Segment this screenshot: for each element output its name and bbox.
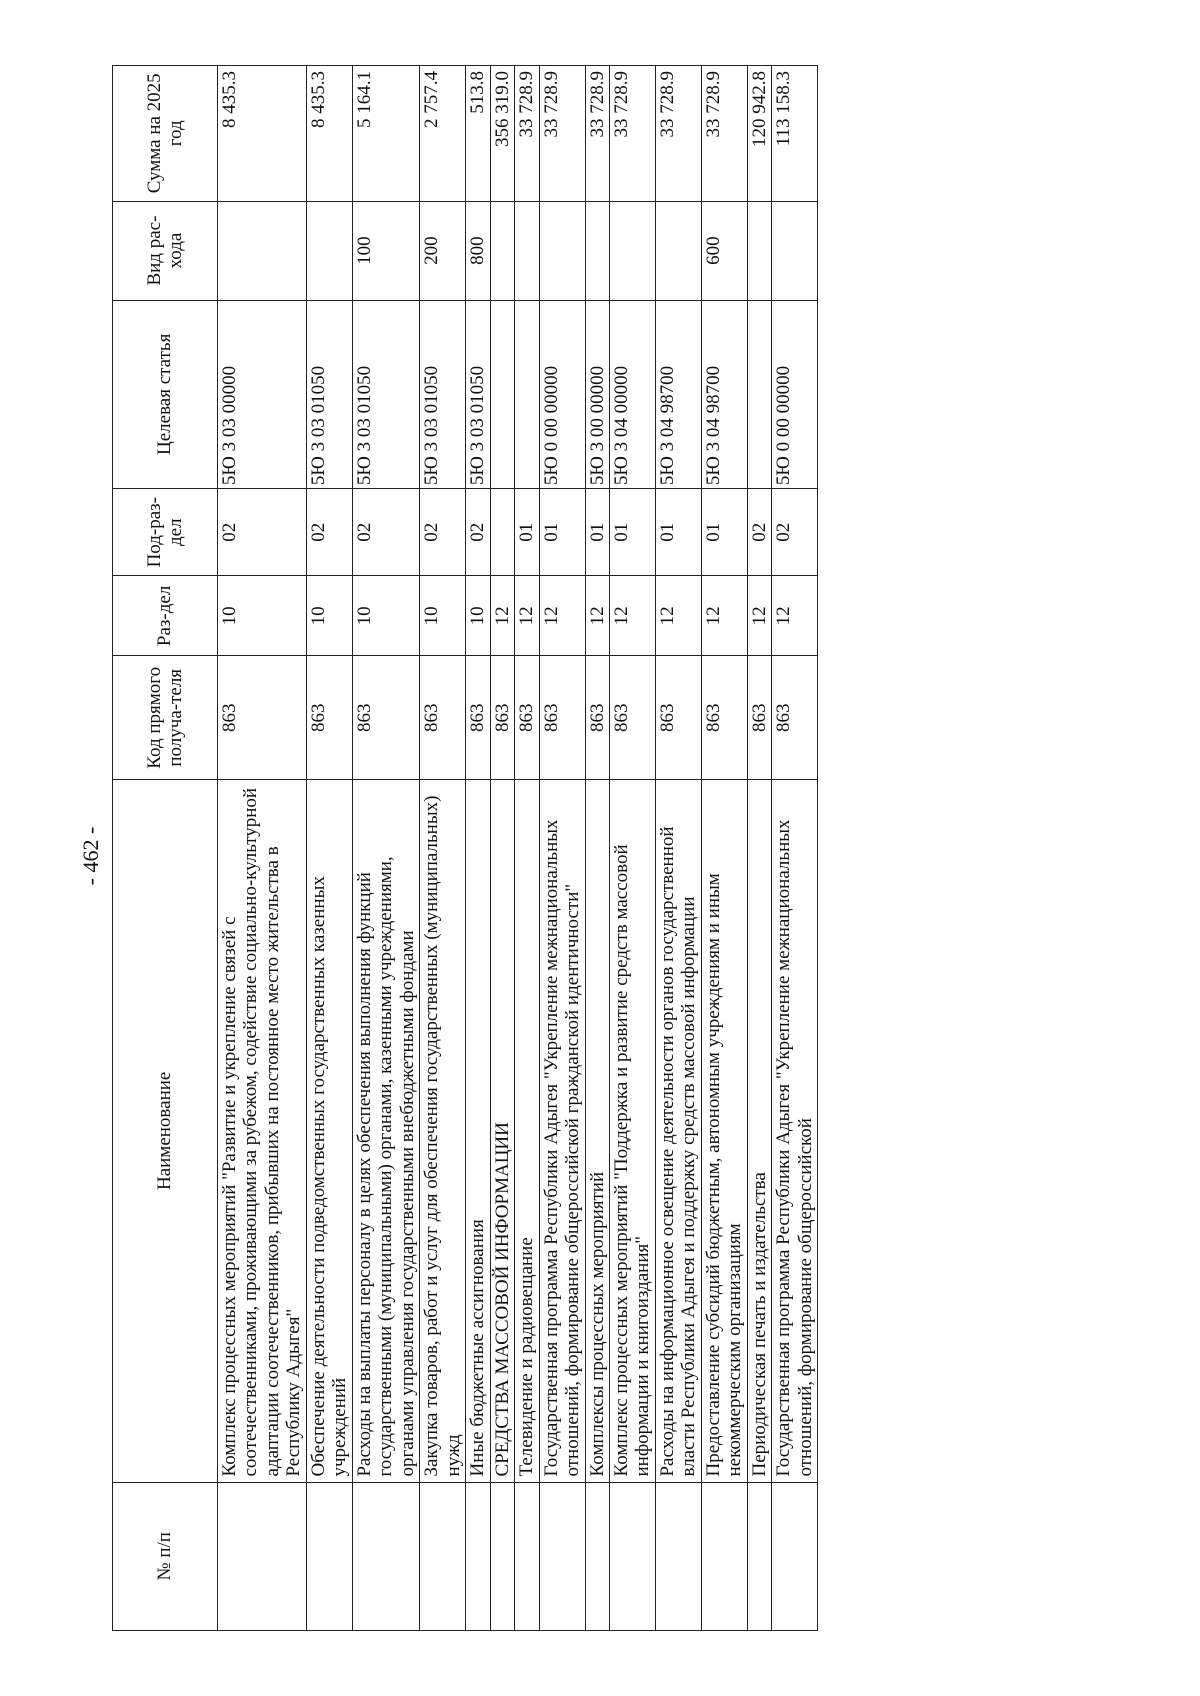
cell-vid	[585, 201, 609, 300]
cell-vid	[515, 201, 539, 300]
cell-section: 10	[352, 576, 419, 656]
cell-subsection: 02	[772, 489, 818, 576]
cell-subsection: 02	[218, 489, 307, 576]
cell-code: 863	[466, 656, 490, 780]
cell-num	[655, 1482, 701, 1630]
cell-vid: 600	[701, 201, 747, 300]
cell-amount: 33 728.9	[609, 66, 655, 202]
header-amount: Сумма на 2025 год	[113, 66, 218, 202]
cell-amount: 120 942.8	[747, 66, 771, 202]
table-row	[539, 66, 585, 1631]
cell-target: 5Ю 3 03 01050	[352, 300, 419, 489]
cell-name: Телевидение и радиовещание	[515, 780, 539, 1482]
cell-amount: 33 728.9	[585, 66, 609, 202]
cell-num	[747, 1482, 771, 1630]
cell-target: 5Ю 3 04 00000	[609, 300, 655, 489]
cell-subsection: 01	[515, 489, 539, 576]
cell-num	[585, 1482, 609, 1630]
cell-amount: 8 435.3	[218, 66, 307, 202]
cell-target: 5Ю 3 00 00000	[585, 300, 609, 489]
budget-table	[112, 65, 818, 1631]
cell-section: 12	[585, 576, 609, 656]
cell-name: Предоставление субсидий бюджетным, автономным учреждениям и иным некоммерческим организациям	[701, 780, 747, 1482]
cell-amount: 33 728.9	[515, 66, 539, 202]
cell-num	[772, 1482, 818, 1630]
cell-section: 12	[772, 576, 818, 656]
cell-amount: 8 435.3	[306, 66, 352, 202]
cell-code: 863	[655, 656, 701, 780]
cell-section: 12	[747, 576, 771, 656]
cell-num	[466, 1482, 490, 1630]
cell-code: 863	[585, 656, 609, 780]
cell-subsection: 02	[747, 489, 771, 576]
cell-subsection: 02	[466, 489, 490, 576]
cell-subsection: 01	[609, 489, 655, 576]
cell-code: 863	[772, 656, 818, 780]
cell-target	[490, 300, 514, 489]
cell-code: 863	[490, 656, 514, 780]
cell-target: 5Ю 0 00 00000	[772, 300, 818, 489]
cell-name: Комплекс процессных мероприятий "Развитие и укрепление связей с соотечественниками, проживающими за рубежом, содействие социально-культурной адаптации соотечественников, прибывших на постоянное место жительства в Республику Адыгея"	[218, 780, 307, 1482]
table-header-row	[113, 66, 218, 1631]
header-target-article: Целевая статья	[113, 300, 218, 489]
cell-name: СРЕДСТВА МАССОВОЙ ИНФОРМАЦИИ	[490, 780, 514, 1482]
cell-subsection: 01	[701, 489, 747, 576]
cell-name: Иные бюджетные ассигнования	[466, 780, 490, 1482]
cell-vid: 200	[420, 201, 466, 300]
table-row	[515, 66, 539, 1631]
cell-code: 863	[609, 656, 655, 780]
cell-num	[420, 1482, 466, 1630]
header-subsection: Под-раз-дел	[113, 489, 218, 576]
cell-subsection: 02	[352, 489, 419, 576]
cell-amount: 33 728.9	[701, 66, 747, 202]
cell-name: Периодическая печать и издательства	[747, 780, 771, 1482]
cell-subsection: 02	[306, 489, 352, 576]
table-row	[585, 66, 609, 1631]
cell-amount: 33 728.9	[655, 66, 701, 202]
cell-vid	[655, 201, 701, 300]
table-row	[609, 66, 655, 1631]
table-row	[490, 66, 514, 1631]
header-expense-type: Вид рас-хода	[113, 201, 218, 300]
cell-section: 10	[420, 576, 466, 656]
table-row	[772, 66, 818, 1631]
cell-num	[539, 1482, 585, 1630]
cell-vid	[747, 201, 771, 300]
cell-name: Комплекс процессных мероприятий "Поддержка и развитие средств массовой информации и книгоиздания"	[609, 780, 655, 1482]
page-number: - 462 -	[78, 826, 103, 886]
cell-section: 12	[701, 576, 747, 656]
cell-section: 12	[539, 576, 585, 656]
cell-code: 863	[352, 656, 419, 780]
cell-code: 863	[701, 656, 747, 780]
cell-amount: 113 158.3	[772, 66, 818, 202]
cell-vid	[490, 201, 514, 300]
cell-section: 12	[609, 576, 655, 656]
table-row	[352, 66, 419, 1631]
cell-num	[515, 1482, 539, 1630]
cell-subsection	[490, 489, 514, 576]
cell-code: 863	[747, 656, 771, 780]
cell-target: 5Ю 3 04 98700	[701, 300, 747, 489]
table-row	[747, 66, 771, 1631]
cell-num	[306, 1482, 352, 1630]
cell-target	[747, 300, 771, 489]
cell-target	[515, 300, 539, 489]
cell-subsection: 01	[585, 489, 609, 576]
cell-subsection: 01	[655, 489, 701, 576]
header-section: Раз-дел	[113, 576, 218, 656]
cell-name: Расходы на выплаты персоналу в целях обеспечения выполнения функций государственными (муниципальными) органами, казенными учреждениями, органами управления государственными внебюджетными фондами	[352, 780, 419, 1482]
cell-vid: 100	[352, 201, 419, 300]
cell-target: 5Ю 3 03 01050	[466, 300, 490, 489]
cell-code: 863	[539, 656, 585, 780]
cell-code: 863	[420, 656, 466, 780]
cell-name: Обеспечение деятельности подведомственных государственных казенных учреждений	[306, 780, 352, 1482]
cell-vid: 800	[466, 201, 490, 300]
cell-vid	[772, 201, 818, 300]
cell-amount: 5 164.1	[352, 66, 419, 202]
cell-name: Государственная программа Республики Адыгея "Укрепление межнациональных отношений, формирование общероссийской гражданской идентичности"	[539, 780, 585, 1482]
cell-amount: 513.8	[466, 66, 490, 202]
cell-target: 5Ю 0 00 00000	[539, 300, 585, 489]
cell-code: 863	[515, 656, 539, 780]
cell-num	[490, 1482, 514, 1630]
cell-target: 5Ю 3 03 01050	[306, 300, 352, 489]
cell-num	[701, 1482, 747, 1630]
cell-vid	[609, 201, 655, 300]
cell-amount: 2 757.4	[420, 66, 466, 202]
cell-subsection: 02	[420, 489, 466, 576]
cell-name: Закупка товаров, работ и услуг для обеспечения государственных (муниципальных) нужд	[420, 780, 466, 1482]
table-row	[655, 66, 701, 1631]
cell-target: 5Ю 3 03 00000	[218, 300, 307, 489]
cell-name: Расходы на информационное освещение деятельности органов государственной власти Республики Адыгея и поддержку средств массовой информации	[655, 780, 701, 1482]
cell-code: 863	[306, 656, 352, 780]
table-row	[466, 66, 490, 1631]
table-row	[701, 66, 747, 1631]
cell-code: 863	[218, 656, 307, 780]
cell-num	[218, 1482, 307, 1630]
cell-num	[352, 1482, 419, 1630]
cell-section: 12	[655, 576, 701, 656]
cell-target: 5Ю 3 03 01050	[420, 300, 466, 489]
cell-name: Государственная программа Республики Адыгея "Укрепление межнациональных отношений, формирование общероссийской	[772, 780, 818, 1482]
header-num: № п/п	[113, 1482, 218, 1630]
table-row	[218, 66, 307, 1631]
cell-amount: 33 728.9	[539, 66, 585, 202]
cell-subsection: 01	[539, 489, 585, 576]
header-recipient-code: Код прямого получа-теля	[113, 656, 218, 780]
cell-num	[609, 1482, 655, 1630]
table-row	[420, 66, 466, 1631]
cell-target: 5Ю 3 04 98700	[655, 300, 701, 489]
cell-amount: 356 319.0	[490, 66, 514, 202]
cell-section: 12	[490, 576, 514, 656]
cell-section: 12	[515, 576, 539, 656]
cell-section: 10	[218, 576, 307, 656]
table-row	[306, 66, 352, 1631]
header-name: Наименование	[113, 780, 218, 1482]
cell-vid	[306, 201, 352, 300]
cell-section: 10	[306, 576, 352, 656]
cell-name: Комплексы процессных мероприятий	[585, 780, 609, 1482]
cell-vid	[539, 201, 585, 300]
cell-section: 10	[466, 576, 490, 656]
cell-vid	[218, 201, 307, 300]
